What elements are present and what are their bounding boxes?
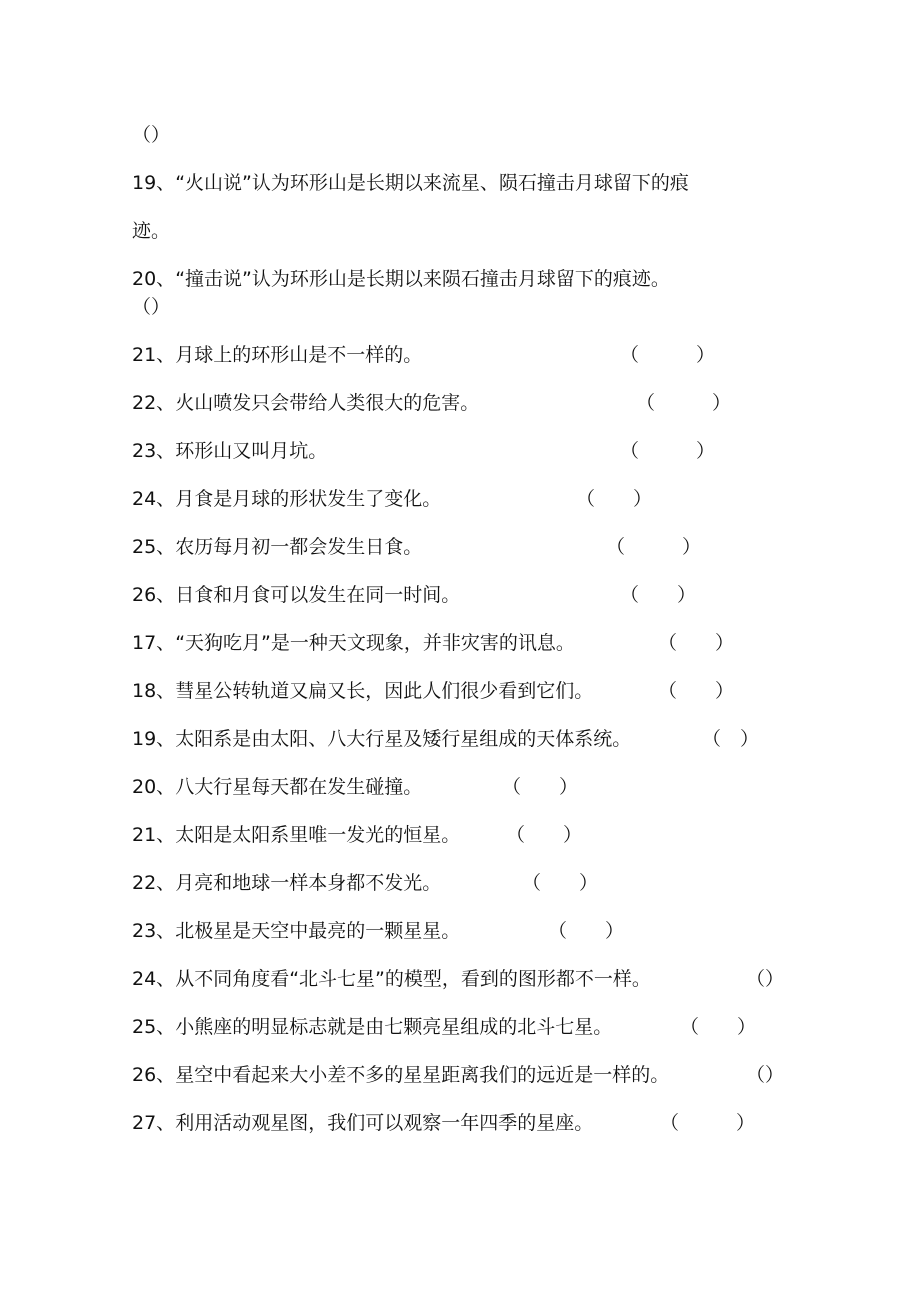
question-text: 八大行星每天都在发生碰撞。: [175, 776, 423, 798]
question-text: “天狗吃月”是一种天文现象，并非灾害的讯息。: [175, 632, 575, 654]
question-23a: [132, 438, 327, 464]
answer-blank[interactable]: （ ）: [606, 536, 702, 558]
answer-blank[interactable]: （ ）: [658, 680, 735, 702]
question-text: “火山说”认为环形山是长期以来流星、陨石撞击月球留下的痕: [175, 172, 689, 194]
question-text: 日食和月食可以发生在同一时间。: [175, 584, 461, 606]
answer-blank[interactable]: （）: [746, 1064, 785, 1086]
answer-blank[interactable]: （ ）: [502, 776, 579, 798]
question-text: 太阳系是由太阳、八大行星及矮行星组成的天体系统。: [175, 728, 632, 750]
answer-blank[interactable]: （ ）: [636, 392, 732, 414]
question-number: 26、: [132, 1064, 176, 1086]
question-number: 21、: [132, 344, 176, 366]
question-number: 19、: [132, 172, 176, 194]
question-23b: [132, 918, 460, 944]
question-number: 17、: [132, 632, 176, 654]
question-text: 小熊座的明显标志就是由七颗亮星组成的北斗七星。: [175, 1016, 613, 1038]
question-text: 星空中看起来大小差不多的星星距离我们的远近是一样的。: [175, 1064, 670, 1086]
question-27: [132, 1110, 593, 1136]
question-text: 北极星是天空中最亮的一颗星星。: [175, 920, 461, 942]
question-number: 20、: [132, 268, 176, 290]
question-26b: [132, 1062, 669, 1088]
question-number: 22、: [132, 872, 176, 894]
question-19b: [132, 726, 631, 752]
answer-blank[interactable]: （ ）: [620, 344, 716, 366]
question-19a-continued: 迹。: [132, 220, 171, 242]
answer-blank[interactable]: （ ）: [522, 872, 599, 894]
answer-blank[interactable]: （ ）: [576, 488, 653, 510]
answer-blank[interactable]: （ ）: [620, 584, 697, 606]
question-text: 农历每月初一都会发生日食。: [175, 536, 423, 558]
question-number: 27、: [132, 1112, 176, 1134]
question-21a: [132, 342, 422, 368]
question-25a: [132, 534, 422, 560]
answer-blank[interactable]: （ ）: [702, 728, 760, 750]
question-text: 环形山又叫月坑。: [175, 440, 328, 462]
answer-blank: （）: [132, 296, 171, 318]
question-22b: [132, 870, 441, 896]
question-number: 22、: [132, 392, 176, 414]
answer-blank[interactable]: （ ）: [680, 1016, 757, 1038]
question-text: 月球上的环形山是不一样的。: [175, 344, 423, 366]
answer-blank[interactable]: （ ）: [506, 824, 583, 846]
question-text: 火山喷发只会带给人类很大的危害。: [175, 392, 480, 414]
question-number: 24、: [132, 488, 176, 510]
question-text: 从不同角度看“北斗七星”的模型，看到的图形都不一样。: [175, 968, 651, 990]
question-19a: [132, 170, 689, 196]
question-text: 利用活动观星图，我们可以观察一年四季的星座。: [175, 1112, 594, 1134]
question-number: 21、: [132, 824, 176, 846]
question-number: 19、: [132, 728, 176, 750]
question-number: 23、: [132, 920, 176, 942]
question-text: 月亮和地球一样本身都不发光。: [175, 872, 442, 894]
question-number: 24、: [132, 968, 176, 990]
question-number: 26、: [132, 584, 176, 606]
question-24b: [132, 966, 651, 992]
question-26a: [132, 582, 460, 608]
answer-blank: （）: [132, 124, 171, 146]
answer-blank[interactable]: （）: [746, 968, 785, 990]
question-text: 彗星公转轨道又扁又长，因此人们很少看到它们。: [175, 680, 594, 702]
question-number: 25、: [132, 536, 176, 558]
question-text: “撞击说”认为环形山是长期以来陨石撞击月球留下的痕迹。: [175, 268, 670, 290]
question-number: 18、: [132, 680, 176, 702]
question-number: 20、: [132, 776, 176, 798]
question-text: 月食是月球的形状发生了变化。: [175, 488, 442, 510]
question-number: 23、: [132, 440, 176, 462]
question-21b: [132, 822, 460, 848]
question-25b: [132, 1014, 612, 1040]
question-22a: [132, 390, 479, 416]
answer-blank[interactable]: （ ）: [620, 440, 716, 462]
question-24a: [132, 486, 441, 512]
question-17: [132, 630, 575, 656]
question-20a: [132, 266, 670, 292]
answer-blank[interactable]: （ ）: [660, 1112, 756, 1134]
question-18: [132, 678, 593, 704]
answer-blank[interactable]: （ ）: [658, 632, 735, 654]
question-number: 25、: [132, 1016, 176, 1038]
answer-blank[interactable]: （ ）: [548, 920, 625, 942]
question-20b: [132, 774, 422, 800]
question-text: 太阳是太阳系里唯一发光的恒星。: [175, 824, 461, 846]
